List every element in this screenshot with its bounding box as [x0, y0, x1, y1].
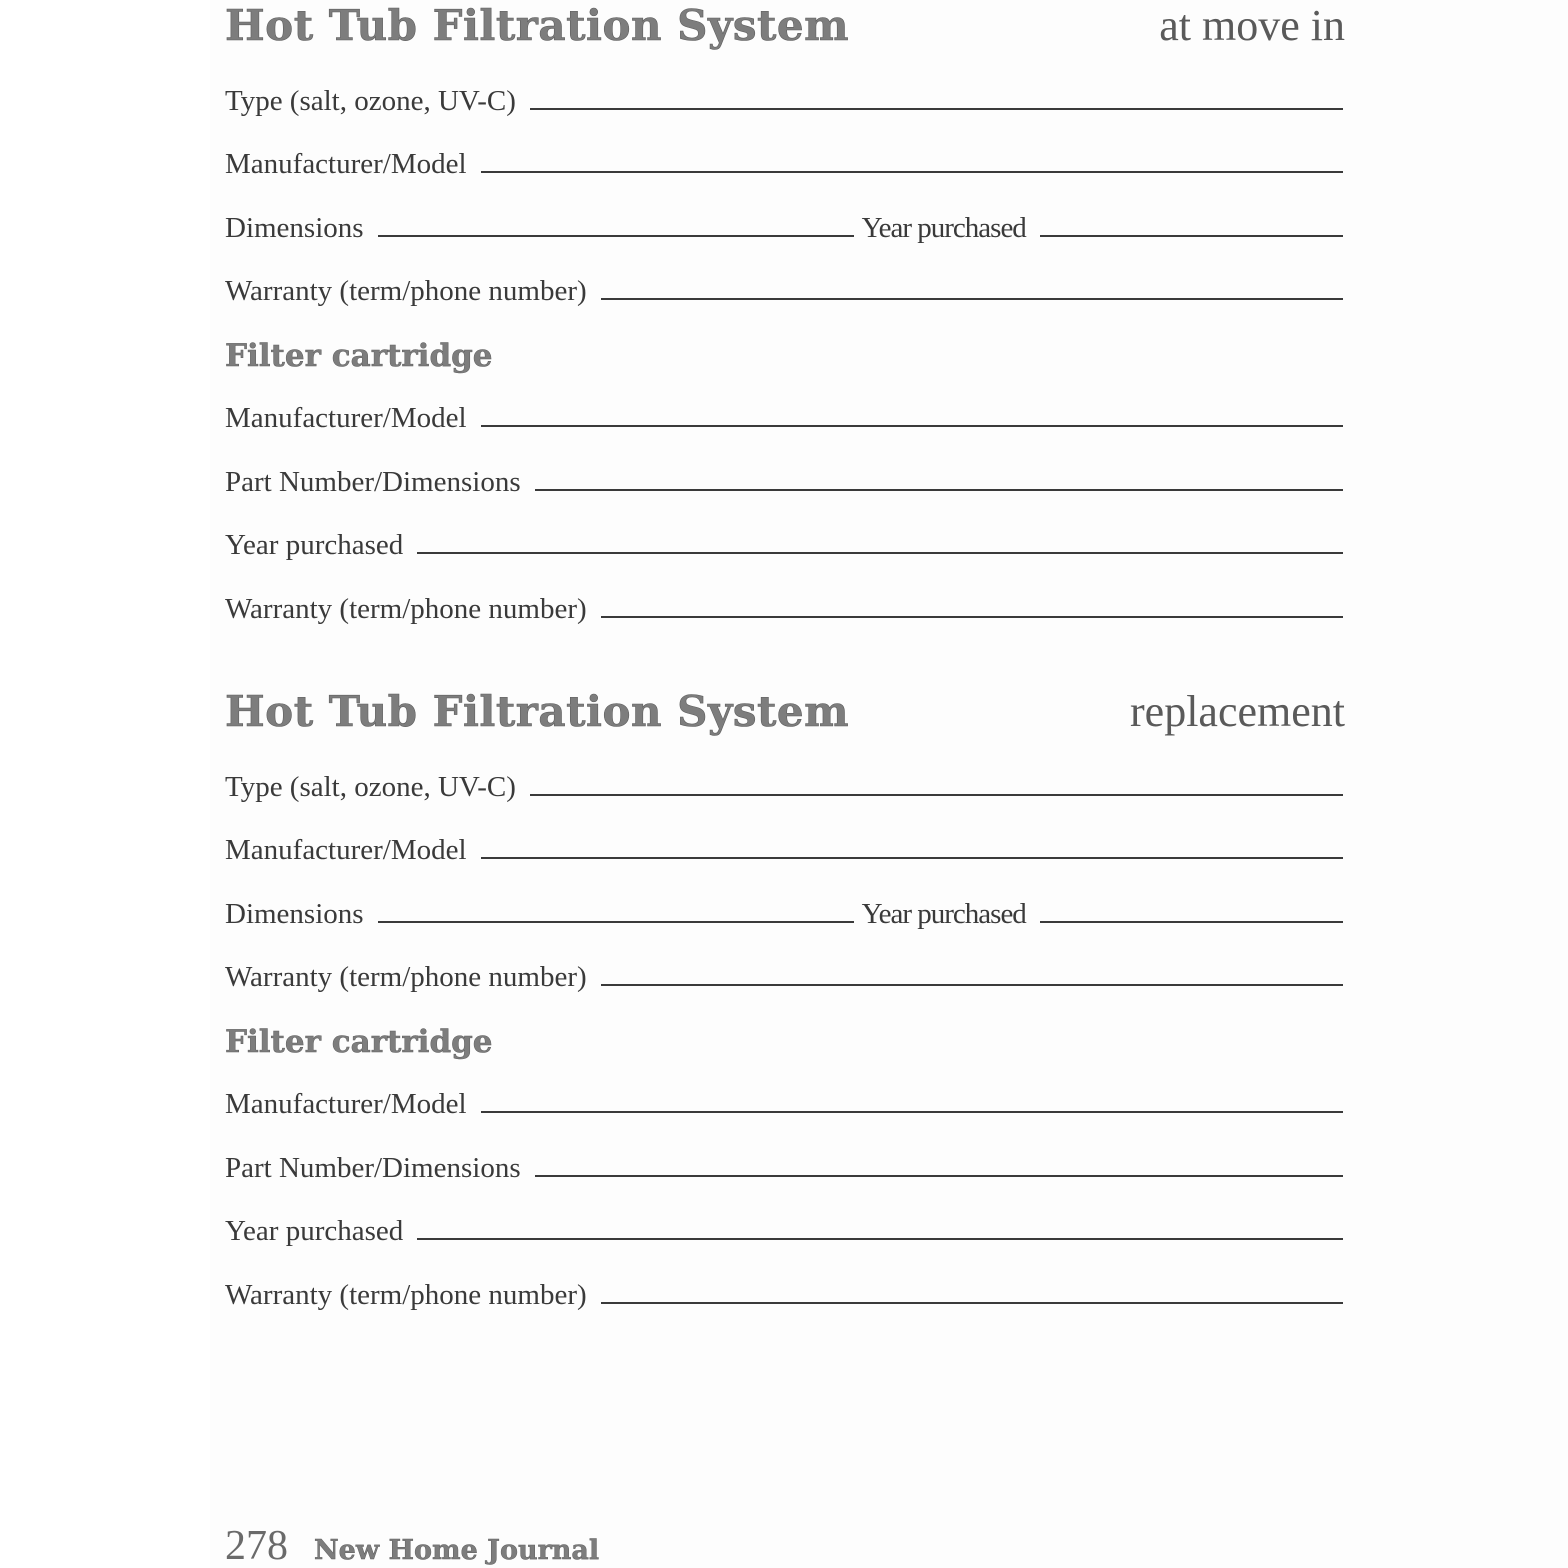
- filter-cartridge-title: Filter cartridge: [225, 337, 493, 374]
- year-purchased-field[interactable]: [1040, 235, 1343, 237]
- cartridge-year-field[interactable]: [417, 552, 1343, 554]
- cartridge-year-label: Year purchased: [225, 1215, 404, 1247]
- cartridge-part-field[interactable]: [535, 489, 1343, 491]
- filtration-section-replacement: [225, 686, 1343, 1320]
- cartridge-manufacturer-label: Manufacturer/Model: [225, 402, 467, 434]
- cartridge-warranty-field[interactable]: [601, 616, 1343, 618]
- type-label: Type (salt, ozone, UV-C): [225, 84, 516, 117]
- warranty-label: Warranty (term/phone number): [225, 961, 587, 993]
- cartridge-warranty-label: Warranty (term/phone number): [225, 592, 587, 625]
- dimensions-field[interactable]: [378, 235, 854, 237]
- cartridge-year-row: [225, 507, 1343, 571]
- cartridge-manufacturer-field[interactable]: [481, 1111, 1343, 1113]
- section-header: [225, 686, 1343, 748]
- cartridge-part-row: [225, 443, 1343, 507]
- type-label: Type (salt, ozone, UV-C): [225, 770, 516, 803]
- cartridge-manufacturer-label: Manufacturer/Model: [225, 1088, 467, 1120]
- cartridge-warranty-row: [225, 570, 1343, 634]
- cartridge-year-label: Year purchased: [225, 529, 404, 561]
- cartridge-manufacturer-row: [225, 380, 1343, 444]
- type-field[interactable]: [530, 108, 1343, 110]
- dimensions-label: Dimensions: [225, 211, 364, 244]
- cartridge-part-label: Part Number/Dimensions: [225, 1151, 521, 1184]
- year-purchased-label: Year purchased: [861, 897, 1026, 930]
- section-title: Hot Tub Filtration System: [225, 1, 850, 50]
- page-footer: [225, 1522, 599, 1568]
- warranty-field[interactable]: [601, 298, 1343, 300]
- year-purchased-label: Year purchased: [861, 211, 1026, 244]
- manufacturer-row: [225, 126, 1343, 190]
- manufacturer-label: Manufacturer/Model: [225, 834, 467, 866]
- cartridge-warranty-row: [225, 1256, 1343, 1320]
- section-tag: at move in: [1159, 1, 1345, 50]
- cartridge-part-row: [225, 1129, 1343, 1193]
- section-header: [225, 0, 1343, 62]
- dimensions-label: Dimensions: [225, 897, 364, 930]
- cartridge-manufacturer-field[interactable]: [481, 425, 1343, 427]
- cartridge-part-field[interactable]: [535, 1175, 1343, 1177]
- cartridge-manufacturer-row: [225, 1066, 1343, 1130]
- manufacturer-field[interactable]: [481, 857, 1343, 859]
- year-purchased-field[interactable]: [1040, 921, 1343, 923]
- section-title: Hot Tub Filtration System: [225, 687, 850, 736]
- dimensions-row: [225, 189, 1343, 253]
- section-tag: replacement: [1130, 687, 1345, 736]
- cartridge-warranty-label: Warranty (term/phone number): [225, 1278, 587, 1311]
- filtration-section-move-in: [225, 0, 1343, 634]
- cartridge-warranty-field[interactable]: [601, 1302, 1343, 1304]
- dimensions-field[interactable]: [378, 921, 854, 923]
- page-number: 278: [225, 1523, 288, 1568]
- type-field[interactable]: [530, 794, 1343, 796]
- cartridge-part-label: Part Number/Dimensions: [225, 465, 521, 498]
- warranty-row: [225, 939, 1343, 1003]
- cartridge-year-field[interactable]: [417, 1238, 1343, 1240]
- book-title: New Home Journal: [314, 1535, 600, 1566]
- filter-cartridge-heading: [225, 316, 1343, 380]
- warranty-row: [225, 253, 1343, 317]
- warranty-label: Warranty (term/phone number): [225, 275, 587, 307]
- warranty-field[interactable]: [601, 984, 1343, 986]
- type-row: [225, 748, 1343, 812]
- filter-cartridge-title: Filter cartridge: [225, 1023, 493, 1060]
- manufacturer-label: Manufacturer/Model: [225, 148, 467, 180]
- manufacturer-field[interactable]: [481, 171, 1343, 173]
- cartridge-year-row: [225, 1193, 1343, 1257]
- dimensions-row: [225, 875, 1343, 939]
- manufacturer-row: [225, 812, 1343, 876]
- type-row: [225, 62, 1343, 126]
- filter-cartridge-heading: [225, 1002, 1343, 1066]
